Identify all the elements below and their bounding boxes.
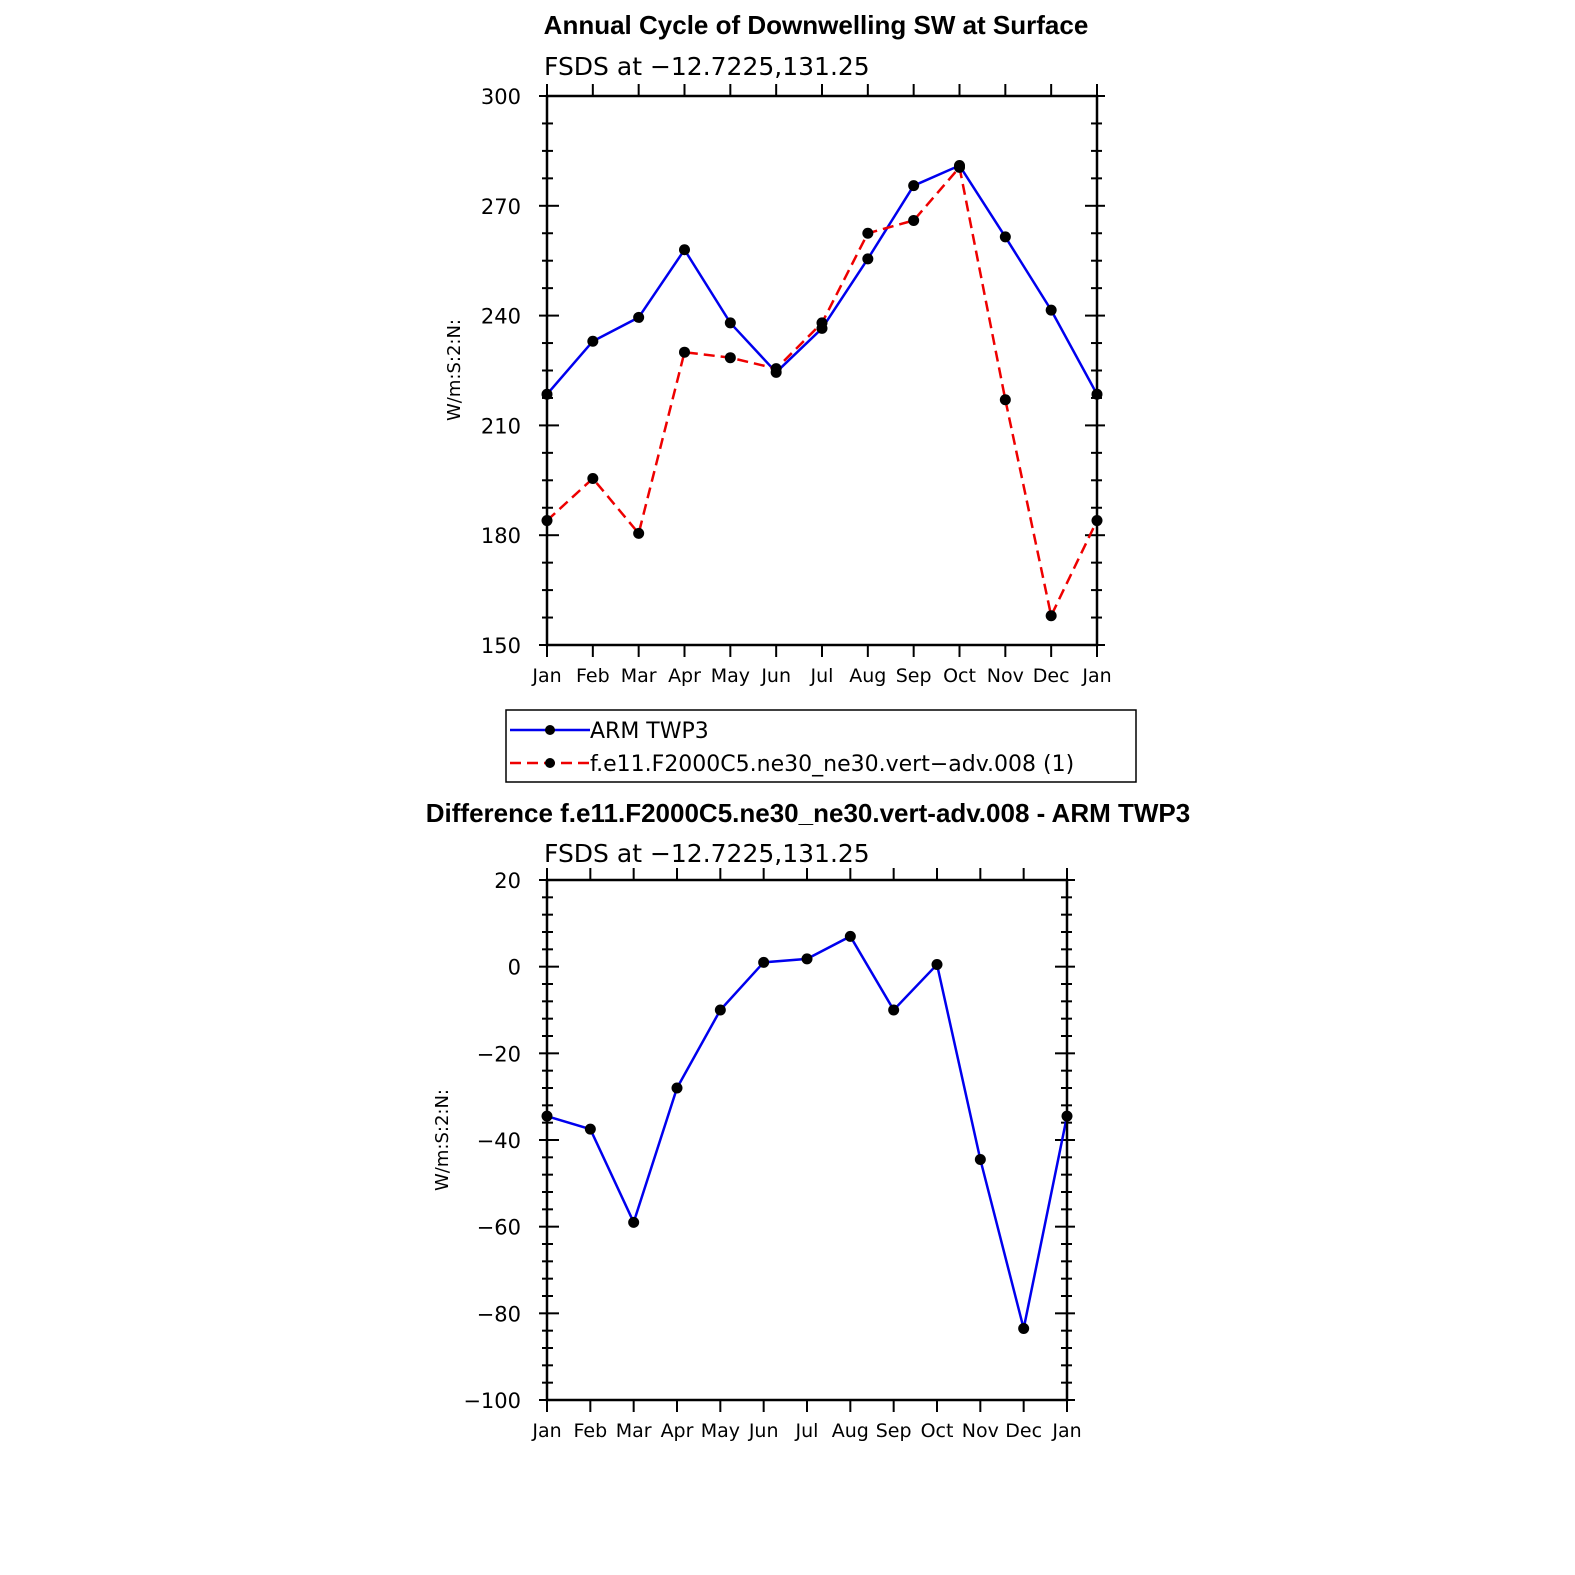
x-tick-label-may: May — [710, 665, 750, 687]
legend-label-model: f.e11.F2000C5.ne30_ne30.vert−adv.008 (1) — [590, 752, 1075, 777]
data-point-difference-aug-7 — [845, 931, 856, 942]
data-point-arm-twp3-nov-10 — [1000, 231, 1011, 242]
data-point-f-e11-f2000c5-ne30-ne30-vert-adv-008-1-apr-3 — [679, 347, 690, 358]
data-point-f-e11-f2000c5-ne30-ne30-vert-adv-008-1-dec-11 — [1046, 610, 1057, 621]
x-tick-label-sep: Sep — [875, 1420, 912, 1442]
x-tick-label-jul: Jul — [795, 1420, 819, 1442]
series-group-difference — [542, 931, 1073, 1334]
x-tick-label-jul: Jul — [810, 665, 834, 687]
plot-frame — [547, 96, 1097, 645]
x-tick-label-apr: Apr — [660, 1420, 694, 1442]
data-point-difference-nov-10 — [975, 1154, 986, 1165]
chart-title-difference: Difference f.e11.F2000C5.ne30_ne30.vert-adv.008 - ARM TWP3 — [425, 798, 1191, 828]
y-tick-label: −100 — [463, 1389, 521, 1413]
data-point-arm-twp3-aug-7 — [862, 253, 873, 264]
data-point-f-e11-f2000c5-ne30-ne30-vert-adv-008-1-oct-9 — [954, 162, 965, 173]
x-tick-labels — [531, 665, 1111, 687]
y-tick-label: 210 — [480, 414, 521, 439]
data-point-f-e11-f2000c5-ne30-ne30-vert-adv-008-1-may-4 — [725, 352, 736, 363]
y-tick-labels-difference — [463, 869, 521, 1413]
y-tick-label: −80 — [476, 1302, 521, 1327]
difference-panel — [426, 798, 1190, 1442]
tick-marks-difference — [539, 868, 1075, 1412]
x-tick-label-dec: Dec — [1032, 665, 1070, 687]
x-tick-label-sep: Sep — [895, 665, 932, 687]
x-tick-label-dec: Dec — [1005, 1420, 1043, 1442]
data-point-f-e11-f2000c5-ne30-ne30-vert-adv-008-1-aug-7 — [862, 228, 873, 239]
legend — [506, 710, 1136, 782]
chart-subtitle: FSDS at −12.7225,131.25 — [544, 52, 870, 81]
x-tick-label-mar: Mar — [615, 1420, 652, 1442]
data-point-arm-twp3-feb-1 — [587, 336, 598, 347]
legend-entry-model — [510, 752, 1074, 777]
data-point-f-e11-f2000c5-ne30-ne30-vert-adv-008-1-feb-1 — [587, 473, 598, 484]
data-point-difference-jun-5 — [758, 957, 769, 968]
data-point-f-e11-f2000c5-ne30-ne30-vert-adv-008-1-mar-2 — [633, 528, 644, 539]
x-tick-label-nov: Nov — [986, 665, 1024, 687]
data-point-f-e11-f2000c5-ne30-ne30-vert-adv-008-1-sep-8 — [908, 215, 919, 226]
data-point-arm-twp3-dec-11 — [1046, 305, 1057, 316]
data-point-arm-twp3-mar-2 — [633, 312, 644, 323]
series-line-f-e11-f2000c5-ne30-ne30-vert-adv-008-1 — [547, 167, 1097, 615]
chart-subtitle-difference: FSDS at −12.7225,131.25 — [544, 839, 870, 868]
data-point-difference-oct-9 — [932, 959, 943, 970]
y-tick-label: 20 — [494, 869, 521, 893]
data-point-arm-twp3-may-4 — [725, 317, 736, 328]
x-tick-label-feb: Feb — [576, 665, 610, 687]
legend-marker-model — [545, 758, 555, 768]
series-line-arm-twp3 — [547, 166, 1097, 395]
x-tick-labels-difference — [531, 1420, 1081, 1442]
x-tick-label-may: May — [700, 1420, 740, 1442]
data-point-f-e11-f2000c5-ne30-ne30-vert-adv-008-1-nov-10 — [1000, 394, 1011, 405]
y-tick-label: −60 — [476, 1215, 521, 1240]
y-tick-label: 270 — [480, 194, 521, 219]
data-point-difference-jul-6 — [802, 953, 813, 964]
data-point-difference-sep-8 — [888, 1005, 899, 1016]
x-tick-label-apr: Apr — [668, 665, 701, 687]
tick-marks — [539, 84, 1105, 657]
x-tick-label-feb: Feb — [573, 1420, 608, 1442]
data-point-difference-may-4 — [715, 1005, 726, 1016]
data-point-difference-feb-1 — [585, 1124, 596, 1135]
x-tick-label-jan: Jan — [532, 1420, 562, 1442]
x-tick-label-jun: Jun — [761, 665, 792, 687]
x-tick-label-jan: Jan — [1082, 665, 1112, 687]
y-tick-labels — [481, 85, 521, 658]
data-point-difference-apr-3 — [672, 1083, 683, 1094]
data-point-f-e11-f2000c5-ne30-ne30-vert-adv-008-1-jul-6 — [817, 317, 828, 328]
legend-label-arm-twp3: ARM TWP3 — [590, 719, 709, 744]
y-tick-label: −20 — [476, 1042, 521, 1067]
y-tick-label: 300 — [480, 85, 521, 109]
x-tick-label-nov: Nov — [961, 1420, 999, 1442]
x-tick-label-oct: Oct — [943, 665, 976, 687]
series-line-difference — [547, 936, 1067, 1328]
chart-title: Annual Cycle of Downwelling SW at Surface — [543, 10, 1089, 40]
legend-marker-arm-twp3 — [545, 725, 555, 735]
data-point-difference-dec-11 — [1018, 1323, 1029, 1334]
y-tick-label: 240 — [480, 304, 521, 329]
x-tick-label-aug: Aug — [831, 1420, 869, 1442]
y-tick-label: 180 — [480, 524, 521, 549]
x-tick-label-jan: Jan — [532, 665, 562, 687]
y-axis-label: W/m:S:2:N: — [444, 319, 465, 421]
data-point-f-e11-f2000c5-ne30-ne30-vert-adv-008-1-jun-5 — [771, 363, 782, 374]
series-group — [542, 160, 1103, 621]
annual-cycle-panel — [444, 10, 1136, 782]
y-tick-label: 150 — [480, 634, 521, 658]
y-axis-label-difference: W/m:S:2:N: — [432, 1089, 453, 1191]
y-tick-label: −40 — [476, 1129, 521, 1153]
x-tick-label-jan: Jan — [1052, 1420, 1082, 1442]
data-point-difference-mar-2 — [628, 1217, 639, 1228]
data-point-arm-twp3-sep-8 — [908, 180, 919, 191]
x-tick-label-mar: Mar — [620, 665, 657, 687]
data-point-arm-twp3-apr-3 — [679, 244, 690, 255]
x-tick-label-oct: Oct — [920, 1420, 954, 1442]
x-tick-label-aug: Aug — [849, 665, 887, 687]
y-tick-label: 0 — [507, 955, 521, 980]
x-tick-label-jun: Jun — [748, 1420, 779, 1442]
